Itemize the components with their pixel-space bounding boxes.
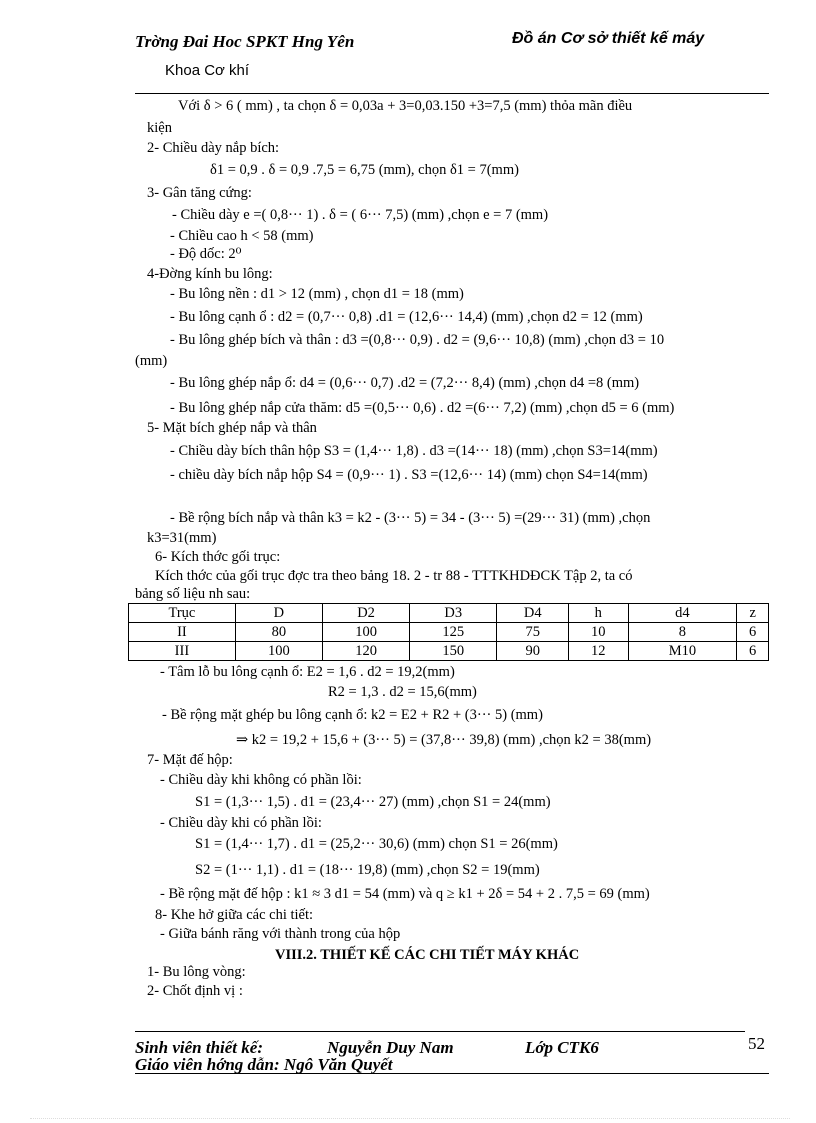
text-line: S1 = (1,4··· 1,7) . d1 = (25,2··· 30,6) (mm) chọn S1 = 26(mm) — [195, 836, 558, 852]
header-rule — [135, 93, 769, 94]
text-line: - Chiều dày bích thân hộp S3 = (1,4··· 1,8) . d3 =(14··· 18) (mm) ,chọn S3=14(mm) — [170, 443, 658, 459]
text-line: - Bề rộng mặt đế hộp : k1 ≈ 3 d1 = 54 (mm) và q ≥ k1 + 2δ = 54 + 2 . 7,5 = 69 (mm) — [160, 886, 650, 902]
table-cell: 100 — [322, 623, 409, 642]
text-line: Với δ > 6 ( mm) , ta chọn δ = 0,03a + 3=0,03.150 +3=7,5 (mm) thỏa mãn điều — [178, 98, 633, 114]
text-line: - Bề rộng mặt ghép bu lông cạnh ổ: k2 = E2 + R2 + (3··· 5) (mm) — [162, 707, 543, 723]
text-line: - Chiều dày khi không có phần lồi: — [160, 772, 362, 788]
text-line: 8- Khe hở giữa các chi tiết: — [155, 907, 314, 923]
table-cell: II — [129, 623, 236, 642]
text-line: 2- Chiều dày nắp bích: — [147, 140, 280, 156]
text-line: bảng số liệu nh sau: — [135, 586, 251, 602]
text-line: - Bu lông ghép nắp cửa thăm: d5 =(0,5··· 0,6) . d2 =(6··· 7,2) (mm) ,chọn d5 = 6 (mm) — [170, 400, 675, 416]
table-cell: 6 — [737, 623, 769, 642]
footer-rule-bottom — [135, 1073, 769, 1074]
table-header-cell: d4 — [628, 604, 737, 623]
table-cell: 90 — [497, 642, 569, 661]
text-line: - Bu lông cạnh ổ : d2 = (0,7··· 0,8) .d1 = (12,6··· 14,4) (mm) ,chọn d2 = 12 (mm) — [170, 309, 643, 325]
text-line: 4-Đờng kính bu lông: — [147, 266, 273, 282]
table-row — [129, 642, 769, 661]
text-line: - Chiều dày e =( 0,8··· 1) . δ = ( 6··· 7,5) (mm) ,chọn e = 7 (mm) — [172, 207, 549, 223]
text-line: - Giữa bánh răng với thành trong của hộp — [160, 926, 401, 942]
text-line: 6- Kích thớc gối trục: — [155, 549, 281, 565]
table-cell: 80 — [235, 623, 322, 642]
table-header-cell: z — [737, 604, 769, 623]
student-name: Nguyễn Duy Nam — [327, 1038, 454, 1057]
student-label: Sinh viên thiết kế: — [135, 1038, 263, 1057]
page-number: 52 — [748, 1034, 765, 1053]
text-line: - Bu lông nền : d1 > 12 (mm) , chọn d1 = 18 (mm) — [170, 286, 464, 302]
department: Khoa Cơ khí — [165, 62, 250, 79]
table-cell: 8 — [628, 623, 737, 642]
class-name: Lớp CTK6 — [525, 1038, 599, 1057]
text-line: k3=31(mm) — [147, 530, 217, 546]
table-row — [129, 623, 769, 642]
table-cell: 120 — [322, 642, 409, 661]
table-header-cell: D4 — [497, 604, 569, 623]
table-cell: 75 — [497, 623, 569, 642]
text-line: R2 = 1,3 . d2 = 15,6(mm) — [328, 684, 477, 700]
text-line: δ1 = 0,9 . δ = 0,9 .7,5 = 6,75 (mm), chọn δ1 = 7(mm) — [210, 162, 519, 178]
table-cell: III — [129, 642, 236, 661]
text-line: S2 = (1··· 1,1) . d1 = (18··· 19,8) (mm) ,chọn S2 = 19(mm) — [195, 862, 540, 878]
text-line: - Bu lông ghép nắp ổ: d4 = (0,6··· 0,7) .d2 = (7,2··· 8,4) (mm) ,chọn d4 =8 (mm) — [170, 375, 640, 391]
table-cell: M10 — [628, 642, 737, 661]
text-line: kiện — [147, 120, 172, 136]
table-cell: 6 — [737, 642, 769, 661]
text-line: - Chiều dày khi có phần lồi: — [160, 815, 322, 831]
table-cell: 10 — [569, 623, 628, 642]
text-line: - chiều dày bích nắp hộp S4 = (0,9··· 1) . S3 =(12,6··· 14) (mm) chọn S4=14(mm) — [170, 467, 648, 483]
text-line: - Độ dốc: 2⁰ — [170, 246, 242, 262]
text-line: - Bu lông ghép bích và thân : d3 =(0,8··· 0,9) . d2 = (9,6··· 10,8) (mm) ,chọn d3 = 10 — [170, 332, 665, 348]
text-line: 2- Chốt định vị : — [147, 983, 243, 999]
table-cell: 12 — [569, 642, 628, 661]
text-line: - Bề rộng bích nắp và thân k3 = k2 - (3··· 5) = 34 - (3··· 5) =(29··· 31) (mm) ,chọn — [170, 510, 651, 526]
text-line: 1- Bu lông vòng: — [147, 964, 246, 980]
table-header-cell: D2 — [322, 604, 409, 623]
text-line: - Tâm lỗ bu lông cạnh ổ: E2 = 1,6 . d2 = 19,2(mm) — [160, 664, 455, 680]
text-line: - Chiều cao h < 58 (mm) — [170, 228, 314, 244]
table-cell: 100 — [235, 642, 322, 661]
text-line: Kích thớc của gối trục đợc tra theo bảng 18. 2 - tr 88 - TTTKHDĐCK Tập 2, ta có — [155, 568, 633, 584]
project-title: Đồ án Cơ sở thiết kế máy — [512, 30, 705, 47]
page-edge — [30, 1118, 790, 1119]
table-cell: 125 — [410, 623, 497, 642]
section-title: VIII.2. THIẾT KẾ CÁC CHI TIẾT MÁY KHÁC — [275, 947, 580, 963]
teacher-line: Giáo viên hớng dẫn: Ngô Văn Quyết — [135, 1055, 393, 1074]
text-line: S1 = (1,3··· 1,5) . d1 = (23,4··· 27) (mm) ,chọn S1 = 24(mm) — [195, 794, 551, 810]
table-header-cell: D3 — [410, 604, 497, 623]
text-line: (mm) — [135, 353, 168, 369]
text-line: 5- Mặt bích ghép nắp và thân — [147, 420, 317, 436]
text-line: 3- Gân tăng cứng: — [147, 185, 252, 201]
text-line: 7- Mặt đế hộp: — [147, 752, 233, 768]
bearing-seat-table — [128, 603, 769, 661]
table-header-cell: h — [569, 604, 628, 623]
footer-rule-top — [135, 1031, 745, 1032]
table-header-cell: Trục — [129, 604, 236, 623]
table-cell: 150 — [410, 642, 497, 661]
table-header-cell: D — [235, 604, 322, 623]
text-line: ⇒ k2 = 19,2 + 15,6 + (3··· 5) = (37,8··· 39,8) (mm) ,chọn k2 = 38(mm) — [236, 732, 652, 748]
school-name: Trờng Đai Hoc SPKT Hng Yên — [135, 32, 355, 51]
table-header-row — [129, 604, 769, 623]
